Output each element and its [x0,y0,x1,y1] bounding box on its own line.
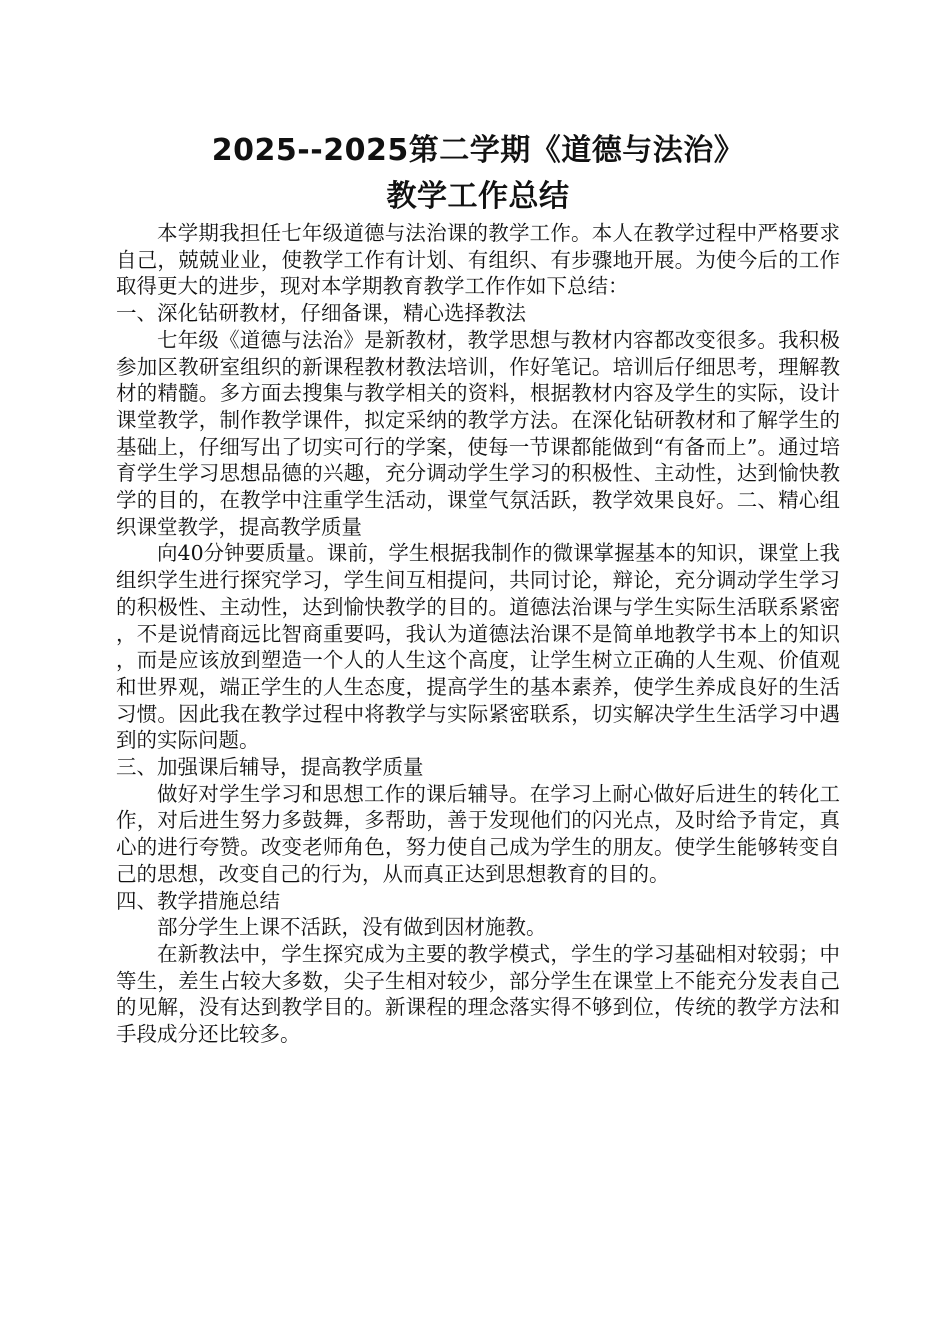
section-heading-1: 一、深化钻研教材，仔细备课，精心选择教法 [116,301,526,326]
section-3-paragraph: 做好对学生学习和思想工作的课后辅导。在学习上耐心做好后进生的转化工作，对后进生努力多鼓舞，多帮助，善于发现他们的闪光点，及时给予肯定，真心的进行夸赞。改变老师角色，努力使自己成为学生的朋友。使学生能够转变自己的思想，改变自己的行为，从而真正达到思想教育的目的。 [116,781,840,886]
section-4-paragraph-2: 在新教法中，学生探究成为主要的教学模式，学生的学习基础相对较弱；中等生，差生占较大多数，尖子生相对较少，部分学生在课堂上不能充分发表自己的见解，没有达到教学目的。新课程的理念落实得不够到位，传统的教学方法和手段成分还比较多。 [116,941,840,1047]
section-2-paragraph: 向40分钟要质量。课前，学生根据我制作的微课掌握基本的知识，课堂上我组织学生进行探究学习，学生间互相提问，共同讨论，辩论，充分调动学生学习的积极性、主动性，达到愉快教学的目的。道德法治课与学生实际生活联系紧密，不是说情商远比智商重要吗，我认为道德法治课不是简单地教学书本上的知识，而是应该放到塑造一个人的人生这个高度，让学生树立正确的人生观、价值观和世界观，端正学生的人生态度，提高学生的基本素养，使学生养成良好的生活习惯。因此我在教学过程中将教学与实际紧密联系，切实解决学生生活学习中遇到的实际问题。 [116,541,840,753]
document-title-line-2: 教学工作总结 [386,179,570,214]
section-heading-3: 三、加强课后辅导，提高教学质量 [116,755,424,780]
document-content [116,128,840,1048]
section-heading-4: 四、教学措施总结 [116,888,280,913]
section-1-paragraph: 七年级《道德与法治》是新教材，教学思想与教材内容都改变很多。我积极参加区教研室组织的新课程教材教法培训，作好笔记。培训后仔细思考，理解教材的精髓。多方面去搜集与教学相关的资料，根据教材内容及学生的实际，设计课堂教学，制作教学课件，拟定采纳的教学方法。在深化钻研教材和了解学生的基础上，仔细写出了切实可行的学案，使每一节课都能做到“有备而上”。通过培育学生学习思想品德的兴趣，充分调动学生学习的积极性、主动性，达到愉快教学的目的，在教学中注重学生活动，课堂气氛活跃，教学效果良好。二、精心组织课堂教学，提高教学质量 [116,327,840,539]
section-4-paragraph-1: 部分学生上课不活跃，没有做到因材施教。 [157,915,547,940]
document-title-line-1: 2025--2025第二学期《道德与法治》 [211,133,745,168]
intro-paragraph: 本学期我担任七年级道德与法治课的教学工作。本人在教学过程中严格要求自己，兢兢业业，使教学工作有计划、有组织、有步骤地开展。为使今后的工作取得更大的进步，现对本学期教育教学工作作如下总结： [116,221,840,299]
